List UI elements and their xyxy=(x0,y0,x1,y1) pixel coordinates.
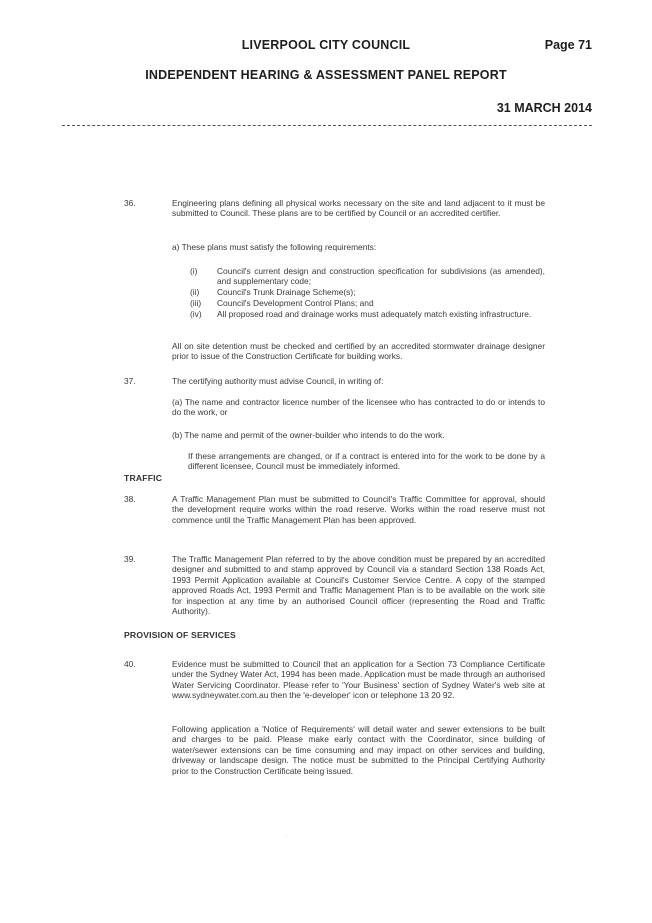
condition-37-b: (b) The name and permit of the owner-builder who intends to do the work. xyxy=(172,430,445,440)
section-traffic-heading: TRAFFIC xyxy=(124,473,163,483)
condition-40-notice: Following application a 'Notice of Requirements' will detail water and sewer extensions to be built and charges to be paid. Please make early contact with the Coordinator, since building of water/sewer extensions can be time consuming and may impact on other services and building, driveway or landscape design. The notice must be submitted to the Principal Certifying Authority prior to the Construction Certificate being issued. xyxy=(172,724,545,776)
condition-37-number: 37. xyxy=(124,376,136,386)
condition-36-a: a) These plans must satisfy the following requirements: xyxy=(172,242,377,252)
condition-39-text: The Traffic Management Plan referred to by the above condition must be prepared by an accredited designer and submitted to and stamp approved by Council via a standard Section 138 Roads Act, 1993 Permit Application available at Council's Customer Service Centre. A copy of the stamped approved Roads Act, 1993 Permit and Traffic Management Plan is to be available on the work site for inspection at any time by an authorised Council officer (representing the Road and Traffic Authority). xyxy=(172,554,545,617)
item-iii-text: Council's Development Control Plans; and xyxy=(217,298,374,308)
page-number: Page 71 xyxy=(544,38,592,52)
condition-38-number: 38. xyxy=(124,494,136,504)
report-date: 31 MARCH 2014 xyxy=(496,101,592,115)
item-iv-number: (iv) xyxy=(190,309,202,319)
item-iii-number: (iii) xyxy=(190,298,202,308)
condition-37-note: If these arrangements are changed, or if a contract is entered into for the work to be done by a different licensee, Council must be immediately informed. xyxy=(188,451,545,472)
condition-36-number: 36. xyxy=(124,198,136,208)
report-title: INDEPENDENT HEARING & ASSESSMENT PANEL REPORT xyxy=(145,68,507,82)
footer-mark: . xyxy=(286,833,288,839)
condition-36-text: Engineering plans defining all physical works necessary on the site and land adjacent to it must be submitted to Council. These plans are to be certified by Council or an accredited certifier. xyxy=(172,198,545,219)
condition-36-after: All on site detention must be checked and certified by an accredited stormwater drainage designer prior to issue of the Construction Certificate for building works. xyxy=(172,341,545,362)
item-i-number: (i) xyxy=(190,266,198,276)
condition-39-number: 39. xyxy=(124,554,136,564)
condition-40-text: Evidence must be submitted to Council that an application for a Section 73 Compliance Certificate under the Sydney Water Act, 1994 has been made. Application must be made through an authorised Water Servicing Coordinator. Please refer to 'Your Business' section of Sydney Water's web site at www.sydneywater.com.au then the 'e-developer' icon or telephone 13 20 92. xyxy=(172,659,545,701)
condition-38-text: A Traffic Management Plan must be submitted to Council's Traffic Committee for approval, should the development require works within the road reserve. Works within the road reserve must not commence until the Traffic Management Plan has been approved. xyxy=(172,494,545,525)
section-services-heading: PROVISION OF SERVICES xyxy=(124,630,236,640)
item-ii-text: Council's Trunk Drainage Scheme(s); xyxy=(217,287,356,297)
item-ii-number: (ii) xyxy=(190,287,200,297)
council-name: LIVERPOOL CITY COUNCIL xyxy=(241,38,411,52)
condition-37-text: The certifying authority must advise Council, in writing of: xyxy=(172,376,384,386)
condition-37-a: (a) The name and contractor licence number of the licensee who has contracted to do or intends to do the work, or xyxy=(172,397,545,418)
item-i-text: Council's current design and construction specification for subdivisions (as amended), and supplementary code; xyxy=(217,266,545,287)
header-divider xyxy=(62,125,592,126)
condition-40-number: 40. xyxy=(124,659,136,669)
item-iv-text: All proposed road and drainage works must adequately match existing infrastructure. xyxy=(217,309,532,319)
